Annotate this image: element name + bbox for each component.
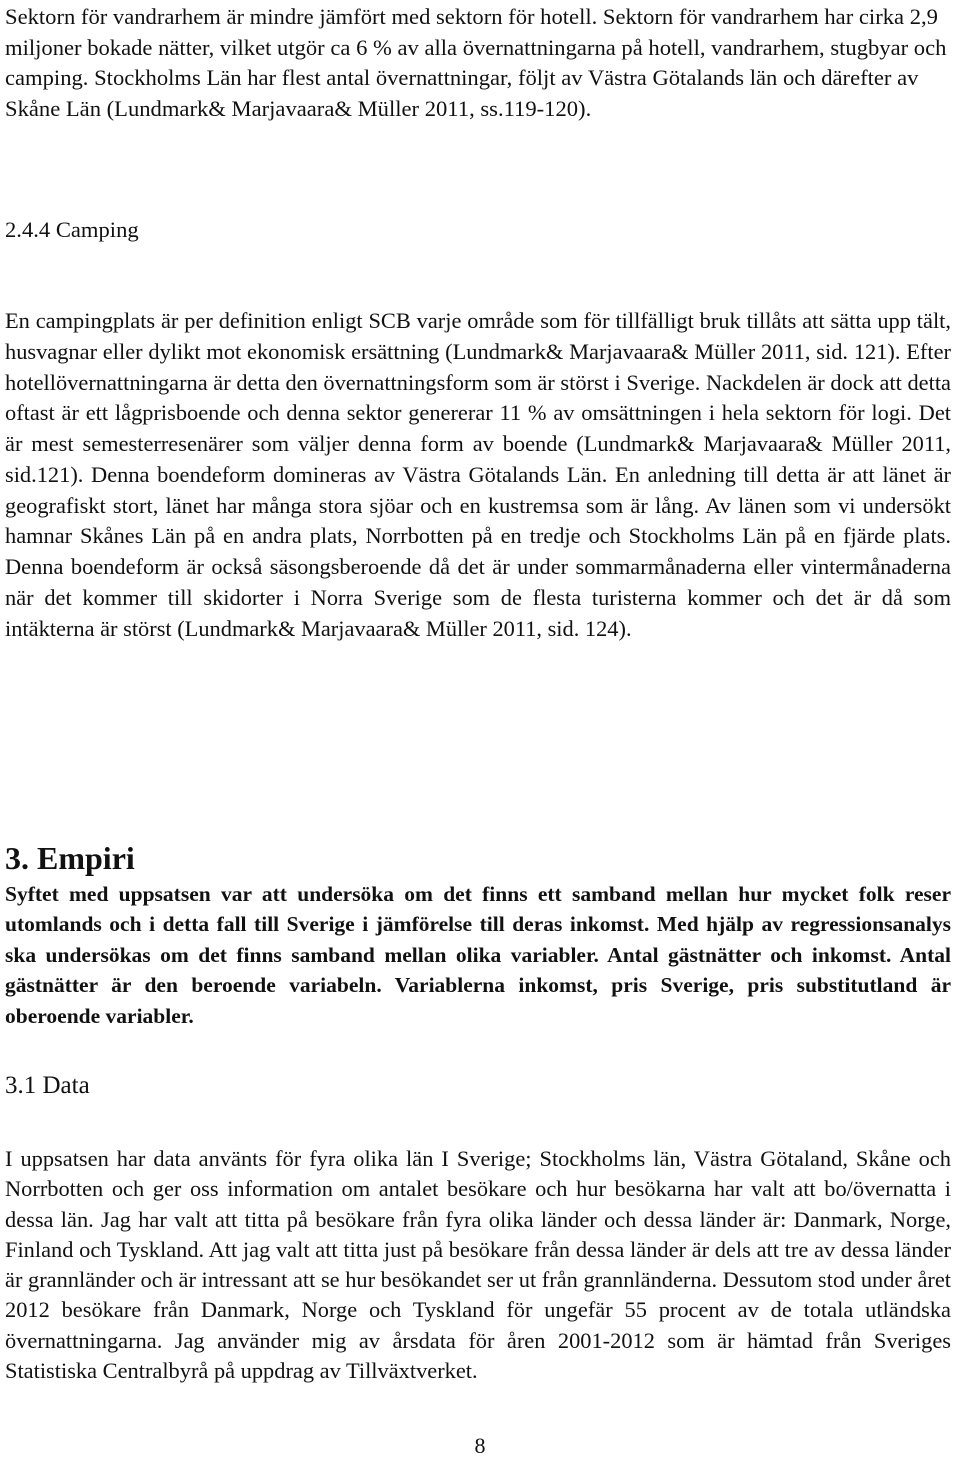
section-heading-camping: 2.4.4 Camping <box>5 217 139 242</box>
chapter-title: Empiri <box>37 840 135 876</box>
chapter-number: 3. <box>5 840 29 876</box>
paragraph-camping: En campingplats är per definition enligt SCB varje område som för tillfälligt bruk tillåts att sätta upp tält, husvagnar eller dylikt mot ekonomisk ersättning (Lundmark& Marjavaara& Müller 2011, sid. 121). Efter hotellövernattningarna är detta den övernattningsform som är störst i Sverige. Nackdelen är dock att detta oftast är ett lågprisboende och denna sektor genererar 11 % av omsättningen i hela sektorn för logi. Det är mest semesterresenärer som väljer denna form av boende (Lundmark& Marjavaara& Müller 2011, sid.121). Denna boendeform domineras av Västra Götalands Län. En anledning till detta är att länet är geografiskt stort, länet har många stora sjöar och en kustremsa som är lång. Av länen som vi undersökt hamnar Skånes Län på en andra plats, Norrbotten på en tredje och Stockholms Län på en fjärde plats. Denna boendeform är också säsongsberoende då det är under sommarmånaderna eller vintermånaderna när det kommer till skidorter i Norra Sverige som de flesta turisterna kommer och det är då som intäkterna är störst (Lundmark& Marjavaara& Müller 2011, sid. 124). <box>5 308 951 641</box>
page-number: 8 <box>474 1433 486 1458</box>
paragraph-vandrarhem: Sektorn för vandrarhem är mindre jämfört med sektorn för hotell. Sektorn för vandrarhem har cirka 2,9 miljoner bokade nätter, vilket utgör ca 6 % av alla övernattningarna på hotell, vandrarhem, stugbyar och camping. Stockholms Län har flest antal övernattningar, följt av Västra Götalands län och därefter av Skåne Län (Lundmark& Marjavaara& Müller 2011, ss.119-120). <box>5 4 947 121</box>
paragraph-data: I uppsatsen har data använts för fyra olika län I Sverige; Stockholms län, Västra Götaland, Skåne och Norrbotten och ger oss information om antalet besökare och hur besökarna har valt att bo/övernatta i dessa län. Jag har valt att titta på besökare från fyra olika länder och dessa länder är: Danmark, Norge, Finland och Tyskland. Att jag valt att titta just på besökare från dessa länder är dels att tre av dessa länder är grannländer och är intressant att se hur besökandet ser ut från grannländerna. Dessutom stod under året 2012 besökare från Danmark, Norge och Tyskland för ungefär 55 procent av de totala utländska övernattningarna. Jag använder mig av årsdata för åren 2001-2012 som är hämtad från Sveriges Statistiska Centralbyrå på uppdrag av Tillväxtverket. <box>5 1146 951 1384</box>
chapter-heading-empiri <box>5 838 951 878</box>
section-heading-data: 3.1 Data <box>5 1072 90 1099</box>
paragraph-empiri-purpose: Syftet med uppsatsen var att undersöka om det finns ett samband mellan hur mycket folk reser utomlands och i detta fall till Sverige i jämförelse till deras inkomst. Med hjälp av regressionsanalys ska undersökas om det finns samband mellan olika variabler. Antal gästnätter och inkomst. Antal gästnätter är den beroende variabeln. Variablerna inkomst, pris Sverige, pris substitutland är oberoende variabler. <box>5 882 951 1028</box>
